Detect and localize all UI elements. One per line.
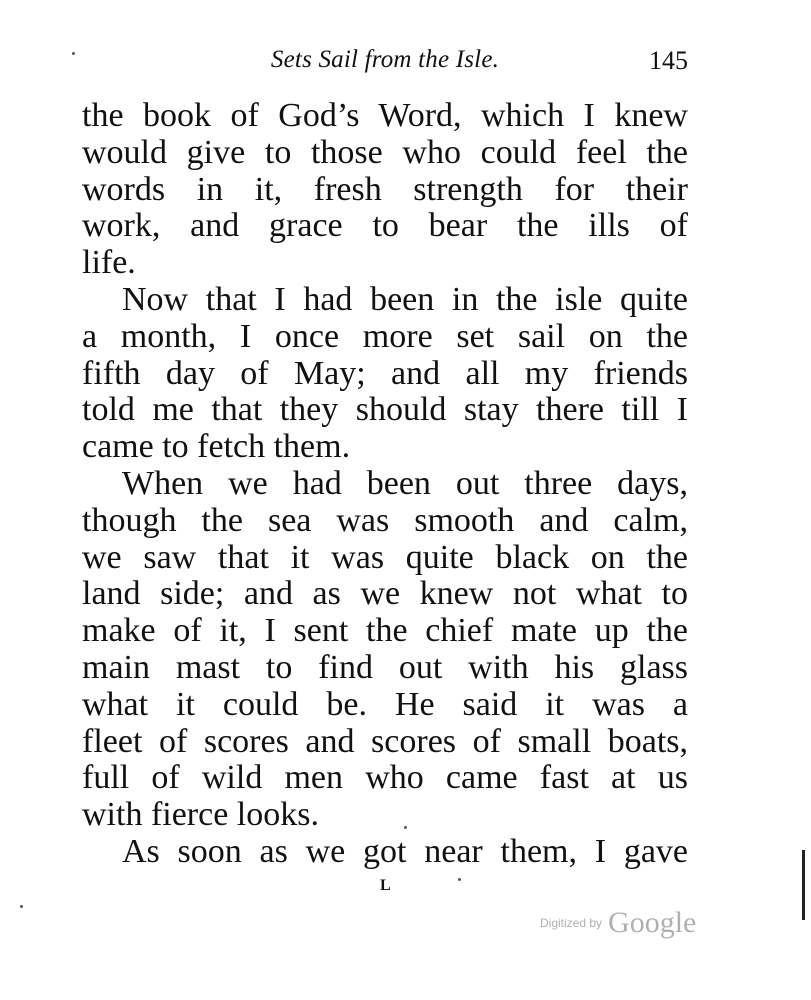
text-line: fleet of scores and scores of small boats, xyxy=(82,722,688,760)
text-line: main mast to find out with his glass xyxy=(82,648,688,686)
text-line: though the sea was smooth and calm, xyxy=(82,501,688,539)
page-number: 145 xyxy=(649,46,688,75)
text-line: full of wild men who came fast at us xyxy=(82,759,688,797)
signature-mark: L xyxy=(380,877,391,894)
watermark-brand: Google xyxy=(608,906,697,939)
text-line: a month, I once more set sail on the xyxy=(82,317,688,355)
running-head xyxy=(82,44,688,84)
digitized-watermark xyxy=(540,906,696,940)
text-line: came to fetch them. xyxy=(82,428,351,466)
scan-edge-mark xyxy=(802,850,805,920)
text-line: told me that they should stay there till I xyxy=(82,391,688,429)
text-line: As soon as we got near them, I gave xyxy=(122,832,688,870)
text-line: the book of God’s Word, which I knew xyxy=(82,97,688,134)
text-line: fifth day of May; and all my friends xyxy=(82,354,688,392)
text-line: life. xyxy=(82,244,136,282)
text-line: make of it, I sent the chief mate up the xyxy=(82,612,688,650)
text-line: what it could be. He said it was a xyxy=(82,685,688,723)
text-line: When we had been out three days, xyxy=(122,464,688,502)
text-line: Now that I had been in the isle quite xyxy=(122,280,688,318)
text-line: with fierce looks. xyxy=(82,796,319,834)
scan-speck xyxy=(458,878,461,881)
scan-speck xyxy=(20,905,23,908)
text-line: work, and grace to bear the ills of xyxy=(82,207,688,245)
running-title: Sets Sail from the Isle. xyxy=(270,46,500,73)
scan-speck xyxy=(404,826,407,829)
body-text xyxy=(82,98,688,871)
text-line: words in it, fresh strength for their xyxy=(82,170,688,208)
text-line: would give to those who could feel the xyxy=(82,133,688,171)
text-line: land side; and as we knew not what to xyxy=(82,575,688,613)
scan-speck xyxy=(72,52,75,55)
text-line: we saw that it was quite black on the xyxy=(82,538,688,576)
watermark-prefix: Digitized by xyxy=(540,916,603,930)
